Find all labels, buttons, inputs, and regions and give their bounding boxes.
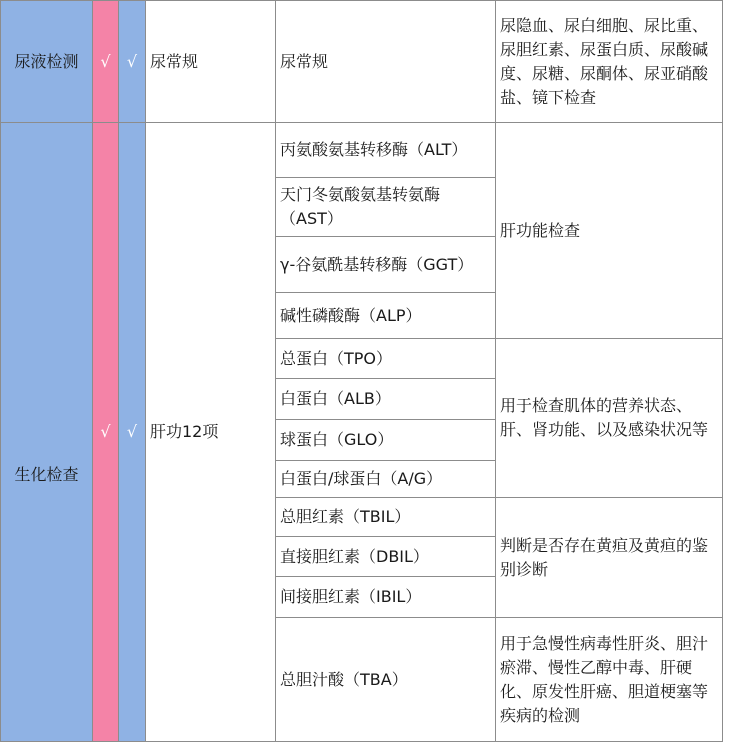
item-ag: 白蛋白/球蛋白（A/G） (276, 461, 496, 498)
item-tbil: 总胆红素（TBIL） (276, 498, 496, 537)
package-urine: 尿常规 (146, 1, 276, 123)
check-mark-blue: √ (119, 1, 146, 123)
description-hepatitis: 用于急慢性病毒性肝炎、胆汁瘀滞、慢性乙醇中毒、肝硬化、原发性肝癌、胆道梗塞等疾病的检测 (496, 618, 723, 742)
description-urine: 尿隐血、尿白细胞、尿比重、尿胆红素、尿蛋白质、尿酸碱度、尿糖、尿酮体、尿亚硝酸盐、镜下检查 (496, 1, 723, 123)
item-alb: 白蛋白（ALB） (276, 379, 496, 420)
item-tba: 总胆汁酸（TBA） (276, 618, 496, 742)
description-liver-function: 肝功能检查 (496, 123, 723, 339)
item-urine: 尿常规 (276, 1, 496, 123)
package-biochem: 肝功12项 (146, 123, 276, 742)
item-alt: 丙氨酸氨基转移酶（ALT） (276, 123, 496, 178)
description-jaundice: 判断是否存在黄疸及黄疸的鉴别诊断 (496, 498, 723, 618)
check-mark-pink-biochem: √ (93, 123, 119, 742)
item-ast: 天门冬氨酸氨基转氨酶（AST） (276, 178, 496, 237)
category-biochem: 生化检查 (14, 465, 79, 484)
item-tpo: 总蛋白（TPO） (276, 339, 496, 379)
item-glo: 球蛋白（GLO） (276, 420, 496, 461)
description-nutrition: 用于检查肌体的营养状态、肝、肾功能、以及感染状况等 (496, 339, 723, 498)
item-alp: 碱性磷酸酶（ALP） (276, 293, 496, 339)
item-ggt: γ-谷氨酰基转移酶（GGT） (276, 237, 496, 293)
category-urine: 尿液检测 (1, 1, 93, 123)
item-dbil: 直接胆红素（DBIL） (276, 537, 496, 577)
table-row-urine (1, 1, 723, 123)
check-mark-pink: √ (93, 1, 119, 123)
check-mark-blue-biochem: √ (119, 123, 146, 742)
item-ibil: 间接胆红素（IBIL） (276, 577, 496, 618)
table-row (1, 123, 723, 178)
category-biochem-cell (1, 123, 93, 742)
